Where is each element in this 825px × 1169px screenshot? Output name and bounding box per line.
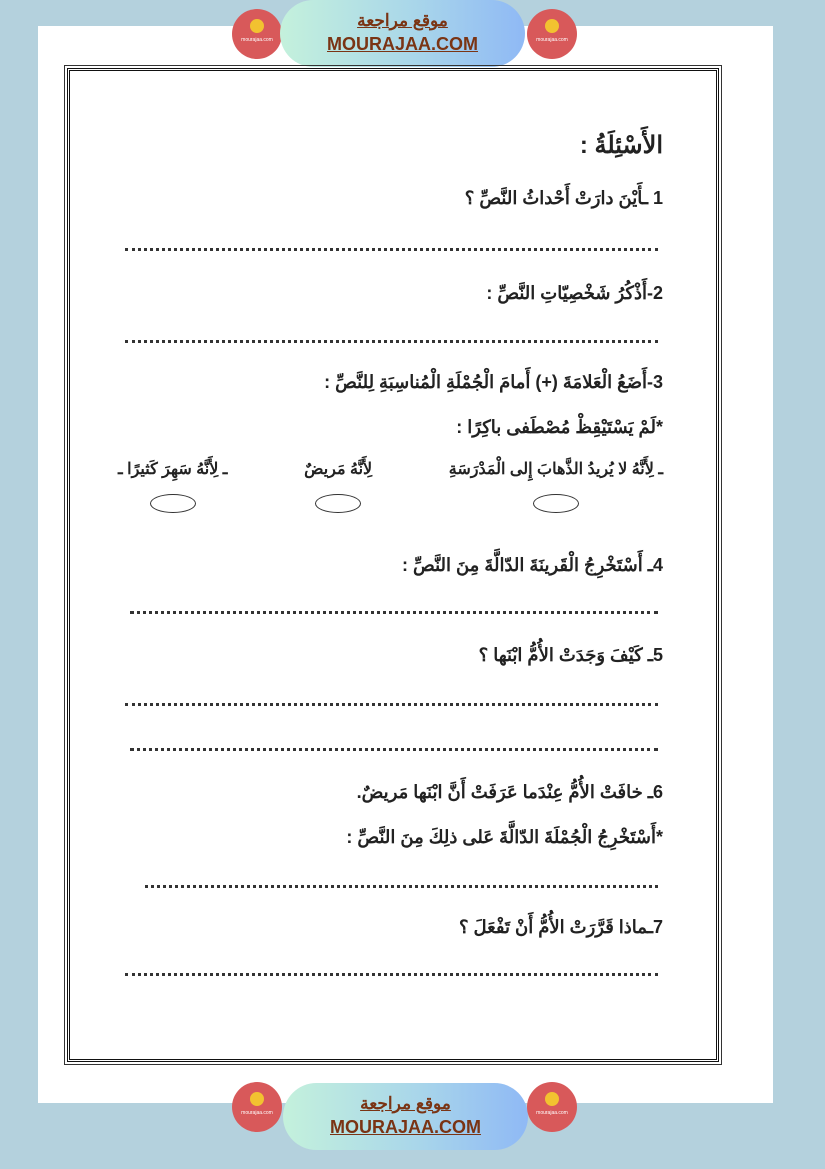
question-5: 5ـ كَيْفَ وَجَدَتْ الأُمُّ ابْنَها ؟	[478, 645, 663, 665]
answer-line-6[interactable]	[145, 885, 658, 888]
book-icon	[545, 1092, 559, 1106]
brand-latin: MOURAJAA.COM	[327, 34, 478, 54]
brand-banner-bottom[interactable]	[283, 1083, 528, 1150]
badge-text: mourajaa.com	[241, 37, 273, 43]
answer-line-2[interactable]	[125, 340, 658, 343]
option-2: لِأَنَّهُ مَريضٌ	[304, 461, 373, 478]
answer-line-4[interactable]	[130, 611, 658, 614]
answer-line-7[interactable]	[125, 973, 658, 976]
book-icon	[250, 1092, 264, 1106]
question-6-prompt: *أَسْتَخْرِجُ الْجُمْلَةَ الدّالَّةَ عَلى ذلِكَ مِنَ النَّصِّ :	[346, 827, 663, 847]
answer-line-5b[interactable]	[130, 748, 658, 751]
question-3-options	[118, 458, 663, 513]
answer-line-1[interactable]	[125, 248, 658, 251]
option-3-group	[449, 458, 663, 513]
option-1-group	[118, 458, 227, 513]
logo-badge-right	[527, 9, 577, 59]
logo-badge-bottom-left	[232, 1082, 282, 1132]
brand-arabic: موقع مراجعة	[357, 11, 448, 30]
badge-text: mourajaa.com	[536, 37, 568, 43]
option-3: ـ لِأَنَّهُ لا يُريدُ الذَّهابَ إِلى الْمَدْرَسَةِ	[448, 461, 663, 478]
option-2-checkbox[interactable]	[315, 494, 361, 513]
brand-arabic: موقع مراجعة	[360, 1094, 451, 1113]
logo-badge-left	[232, 9, 282, 59]
badge-text: mourajaa.com	[241, 1110, 273, 1116]
questions-title: الأَسْئِلَةُ :	[579, 132, 663, 159]
question-7: 7ـماذا قَرَّرَتْ الأُمُّ أَنْ تَفْعَلَ ؟	[459, 917, 663, 937]
book-icon	[250, 19, 264, 33]
badge-text: mourajaa.com	[536, 1110, 568, 1116]
brand-banner-top[interactable]	[280, 0, 525, 67]
option-3-checkbox[interactable]	[533, 494, 579, 513]
question-6: 6ـ خافَتْ الأُمُّ عِنْدَما عَرَفَتْ أَنَّ ابْنَها مَريضٌ.	[356, 782, 663, 802]
question-4: 4ـ أَسْتَخْرِجُ الْقَرينَةَ الدّالَّةَ مِنَ النَّصِّ :	[402, 555, 663, 575]
option-1: ـ لِأَنَّهُ سَهِرَ كَثيرًا ـ	[118, 461, 228, 478]
answer-line-5a[interactable]	[125, 703, 658, 706]
option-1-checkbox[interactable]	[150, 494, 196, 513]
question-2: 2-أَذْكُرُ شَخْصِيّاتِ النَّصِّ :	[486, 283, 663, 303]
option-2-group	[304, 458, 372, 513]
logo-badge-bottom-right	[527, 1082, 577, 1132]
question-3: 3-أَضَعُ الْعَلامَةَ (+) أَمامَ الْجُمْلَةِ الْمُناسِبَةِ لِلنَّصِّ :	[324, 372, 663, 392]
question-3-prompt: *لَمْ يَسْتَيْقِظْ مُصْطَفى باكِرًا :	[456, 417, 663, 437]
book-icon	[545, 19, 559, 33]
question-1: 1 ـأَيْنَ دارَتْ أَحْداثُ النَّصِّ ؟	[464, 188, 663, 208]
brand-latin: MOURAJAA.COM	[330, 1117, 481, 1137]
